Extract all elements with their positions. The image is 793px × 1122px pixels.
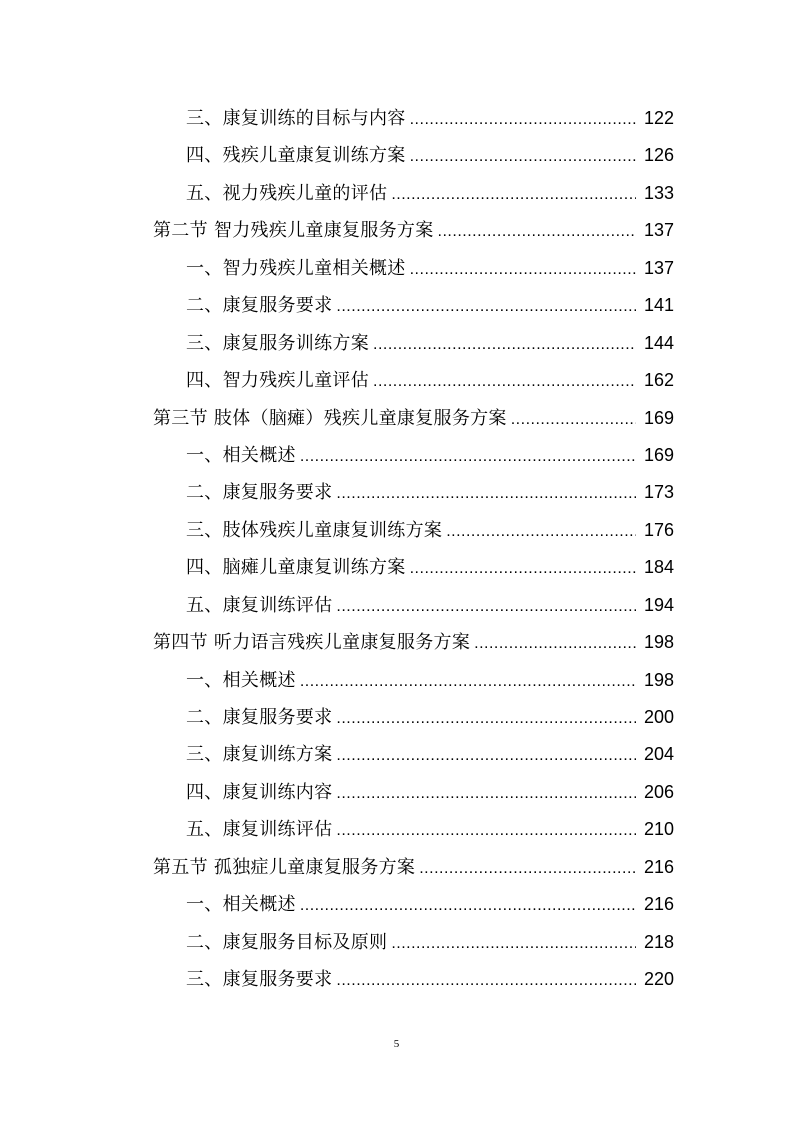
toc-entry-page: 169 (643, 444, 674, 465)
toc-entry[interactable] (0, 699, 793, 736)
toc-entry-page: 176 (643, 519, 674, 540)
toc-section-entry[interactable] (0, 849, 793, 886)
toc-entry-page: 137 (643, 220, 674, 241)
toc-dot-leader (419, 850, 636, 887)
toc-entry-page: 210 (643, 819, 674, 840)
toc-dot-leader (438, 213, 636, 250)
toc-entry-page: 206 (643, 781, 674, 802)
toc-entry-page: 216 (643, 894, 674, 915)
toc-entry-label: 一、相关概述 (186, 669, 296, 691)
toc-dot-leader (336, 588, 636, 625)
toc-entry[interactable] (0, 362, 793, 399)
toc-entry[interactable] (0, 175, 793, 212)
toc-entry-label: 三、康复服务训练方案 (186, 332, 369, 354)
toc-entry-label: 二、康复服务要求 (186, 295, 333, 317)
toc-entry[interactable] (0, 549, 793, 586)
toc-dot-leader (474, 625, 636, 662)
toc-entry-page: 144 (643, 332, 674, 353)
toc-dot-leader (410, 251, 636, 288)
toc-entry-label: 一、相关概述 (186, 444, 296, 466)
toc-dot-leader (391, 925, 636, 962)
toc-dot-leader (336, 962, 636, 999)
toc-entry-label: 五、康复训练评估 (186, 594, 333, 616)
toc-entry[interactable] (0, 287, 793, 324)
toc-entry[interactable] (0, 325, 793, 362)
toc-dot-leader (410, 138, 636, 175)
toc-section-entry[interactable] (0, 624, 793, 661)
toc-entry[interactable] (0, 250, 793, 287)
toc-entry-page: 198 (643, 669, 674, 690)
toc-entry-label: 一、相关概述 (186, 894, 296, 916)
toc-entry-page: 141 (643, 295, 674, 316)
toc-entry-label: 一、智力残疾儿童相关概述 (186, 257, 406, 279)
toc-entry-page: 173 (643, 482, 674, 503)
toc-entry-label: 二、康复服务目标及原则 (186, 931, 388, 953)
toc-entry[interactable] (0, 924, 793, 961)
toc-entry-label: 三、康复服务要求 (186, 969, 333, 991)
toc-entry[interactable] (0, 774, 793, 811)
toc-dot-leader (446, 513, 636, 550)
toc-dot-leader (391, 176, 636, 213)
toc-entry-label: 第三节 肢体（脑瘫）残疾儿童康复服务方案 (153, 407, 507, 429)
toc-entry-label: 三、康复训练的目标与内容 (186, 108, 406, 129)
toc-section-entry[interactable] (0, 400, 793, 437)
toc-entry[interactable] (0, 886, 793, 923)
toc-entry[interactable] (0, 137, 793, 174)
toc-entry-label: 二、康复服务要求 (186, 482, 333, 504)
toc-entry-page: 162 (643, 370, 674, 391)
toc-entry[interactable] (0, 961, 793, 998)
toc-entry-page: 122 (643, 108, 674, 128)
toc-entry-label: 第五节 孤独症儿童康复服务方案 (153, 856, 416, 878)
toc-entry-label: 五、视力残疾儿童的评估 (186, 182, 388, 204)
toc-dot-leader (300, 663, 636, 700)
toc-dot-leader (373, 363, 636, 400)
toc-dot-leader (373, 326, 636, 363)
toc-entry[interactable] (0, 512, 793, 549)
toc-dot-leader (336, 475, 636, 512)
toc-entry-page: 137 (643, 257, 674, 278)
toc-entry-label: 五、康复训练评估 (186, 819, 333, 841)
toc-entry[interactable] (0, 437, 793, 474)
toc-entry[interactable] (0, 662, 793, 699)
toc-dot-leader (336, 288, 636, 325)
toc-entry-page: 194 (643, 594, 674, 615)
toc-dot-leader (336, 700, 636, 737)
toc-entry-label: 四、智力残疾儿童评估 (186, 370, 369, 392)
toc-entry[interactable] (0, 474, 793, 511)
toc-dot-leader (300, 438, 636, 475)
toc-entry-page: 198 (643, 632, 674, 653)
toc-entry[interactable] (0, 811, 793, 848)
table-of-contents (0, 100, 793, 999)
toc-entry[interactable] (0, 736, 793, 773)
toc-entry-page: 216 (643, 856, 674, 877)
toc-dot-leader (336, 775, 636, 812)
page-number: 5 (393, 1038, 400, 1050)
toc-dot-leader (410, 101, 636, 138)
toc-entry-page: 126 (643, 145, 674, 166)
toc-entry-label: 二、康复服务要求 (186, 707, 333, 728)
toc-entry-label: 三、肢体残疾儿童康复训练方案 (186, 519, 443, 541)
toc-dot-leader (410, 550, 636, 587)
toc-entry-page: 184 (643, 557, 674, 578)
toc-dot-leader (336, 737, 636, 774)
toc-entry-page: 169 (643, 407, 674, 428)
toc-entry-label: 四、康复训练内容 (186, 781, 333, 803)
toc-entry-page: 200 (643, 707, 674, 727)
toc-entry-label: 第二节 智力残疾儿童康复服务方案 (153, 220, 434, 242)
toc-dot-leader (511, 401, 636, 438)
toc-entry-page: 133 (643, 182, 674, 203)
toc-entry-label: 三、康复训练方案 (186, 744, 333, 766)
toc-dot-leader (336, 812, 636, 849)
toc-entry-label: 四、脑瘫儿童康复训练方案 (186, 557, 406, 579)
toc-entry[interactable] (0, 587, 793, 624)
toc-entry-page: 218 (643, 931, 674, 952)
toc-entry[interactable] (0, 100, 793, 137)
toc-section-entry[interactable] (0, 212, 793, 249)
toc-entry-page: 204 (643, 744, 674, 765)
toc-entry-label: 四、残疾儿童康复训练方案 (186, 145, 406, 167)
toc-entry-page: 220 (643, 969, 674, 990)
toc-entry-label: 第四节 听力语言残疾儿童康复服务方案 (153, 632, 471, 654)
toc-dot-leader (300, 887, 636, 924)
